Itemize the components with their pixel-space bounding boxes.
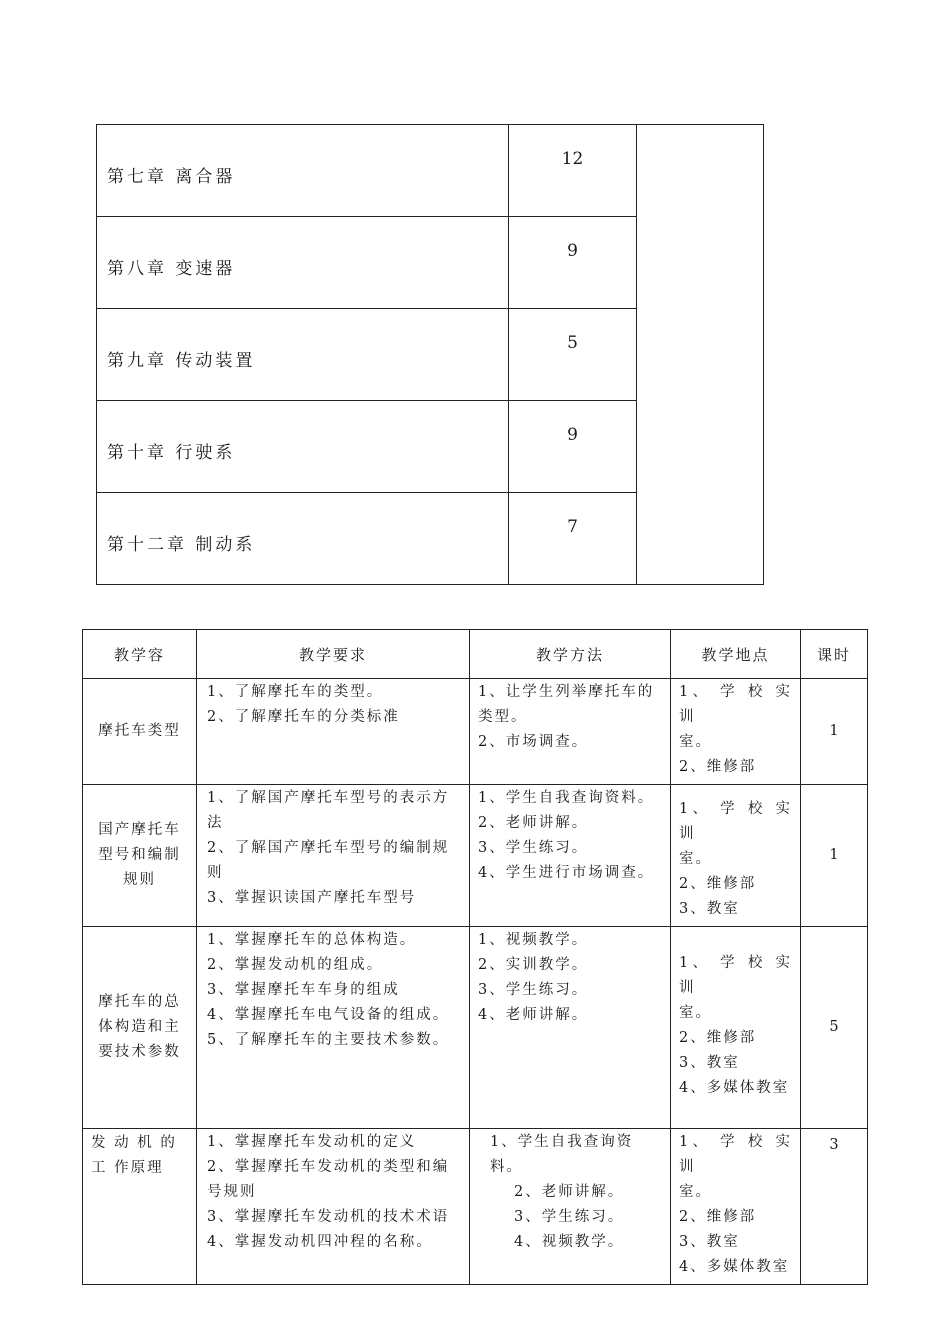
list-item: 则: [207, 865, 224, 881]
list-item: 1、 学 校 实 训: [679, 955, 792, 996]
places-cell: [671, 1129, 801, 1285]
list-item: 4、多媒体教室: [679, 1259, 790, 1275]
list-item: 室。: [679, 1005, 712, 1021]
requirements-cell: [197, 1129, 470, 1285]
list-item: 法: [207, 815, 224, 831]
list-item: 3、掌握摩托车发动机的技术术语: [207, 1209, 450, 1225]
list-item: 5、了解摩托车的主要技术参数。: [207, 1032, 450, 1048]
content-cell: 国产摩托车型号和编制规则: [83, 785, 197, 927]
list-item: 1、了解摩托车的类型。: [207, 684, 384, 700]
list-item: 1、掌握摩托车的总体构造。: [207, 932, 417, 948]
places-cell: [671, 679, 801, 785]
list-item: 3、教室: [679, 1234, 740, 1250]
table-row: [83, 785, 868, 927]
blank-cell: [637, 125, 764, 585]
list-item: 1、了解国产摩托车型号的表示方: [207, 790, 450, 806]
list-item: 4、学生进行市场调查。: [478, 865, 655, 881]
chapter-name: 第九章 传动装置: [97, 309, 509, 401]
places-cell: [671, 927, 801, 1129]
header-requirements: 教学要求: [197, 630, 470, 679]
chapter-hours: 5: [509, 309, 637, 401]
methods-cell: [470, 679, 671, 785]
list-item: 2、掌握摩托车发动机的类型和编: [207, 1159, 450, 1175]
list-item: 4、视频教学。: [514, 1234, 625, 1250]
list-item: 1、学生自我查询资料。: [490, 1134, 634, 1175]
list-item: 号规则: [207, 1184, 257, 1200]
list-item: 3、掌握识读国产摩托车型号: [207, 890, 417, 906]
methods-cell: [470, 785, 671, 927]
list-item: 类型。: [478, 709, 528, 725]
chapter-name: 第十二章 制动系: [97, 493, 509, 585]
chapter-hours: 12: [509, 125, 637, 217]
list-item: 1、让学生列举摩托车的: [478, 684, 655, 700]
chapter-name: 第十章 行驶系: [97, 401, 509, 493]
list-item: 2、掌握发动机的组成。: [207, 957, 384, 973]
table-header-row: [83, 630, 868, 679]
content-cell: 发 动 机 的 工 作原理: [83, 1129, 197, 1285]
hours-cell: 1: [801, 785, 868, 927]
requirements-cell: [197, 679, 470, 785]
list-item: 3、学生练习。: [514, 1209, 625, 1225]
list-item: 3、学生练习。: [478, 982, 589, 998]
list-item: 1、 学 校 实 训: [679, 684, 792, 725]
table-row: [97, 125, 764, 217]
list-item: 1、学生自我查询资料。: [478, 790, 655, 806]
list-item: 2、老师讲解。: [514, 1184, 625, 1200]
list-item: 3、教室: [679, 901, 740, 917]
methods-cell: [470, 1129, 671, 1285]
hours-cell: 3: [801, 1129, 868, 1285]
requirements-cell: [197, 927, 470, 1129]
list-item: 2、了解摩托车的分类标准: [207, 709, 400, 725]
list-item: 2、维修部: [679, 1209, 757, 1225]
chapter-name: 第八章 变速器: [97, 217, 509, 309]
chapter-hours-table: [96, 124, 764, 585]
list-item: 2、市场调查。: [478, 734, 589, 750]
list-item: 2、实训教学。: [478, 957, 589, 973]
list-item: 4、老师讲解。: [478, 1007, 589, 1023]
places-cell: [671, 785, 801, 927]
chapter-hours: 9: [509, 401, 637, 493]
list-item: 1、视频教学。: [478, 932, 589, 948]
list-item: 2、老师讲解。: [478, 815, 589, 831]
header-methods: 教学方法: [470, 630, 671, 679]
list-item: 2、维修部: [679, 759, 757, 775]
requirements-cell: [197, 785, 470, 927]
methods-cell: [470, 927, 671, 1129]
table-row: [83, 927, 868, 1129]
list-item: 室。: [679, 734, 712, 750]
list-item: 4、掌握摩托车电气设备的组成。: [207, 1007, 450, 1023]
list-item: 2、维修部: [679, 876, 757, 892]
hours-cell: 5: [801, 927, 868, 1129]
hours-cell: 1: [801, 679, 868, 785]
list-item: 3、教室: [679, 1055, 740, 1071]
list-item: 2、了解国产摩托车型号的编制规: [207, 840, 450, 856]
chapter-name: 第七章 离合器: [97, 125, 509, 217]
chapter-hours: 9: [509, 217, 637, 309]
list-item: 1、 学 校 实 训: [679, 801, 792, 842]
content-cell: 摩托车的总体构造和主要技术参数: [83, 927, 197, 1129]
list-item: 4、掌握发动机四冲程的名称。: [207, 1234, 433, 1250]
list-item: 室。: [679, 851, 712, 867]
table-row: [83, 679, 868, 785]
header-hours: 课时: [801, 630, 868, 679]
list-item: 4、多媒体教室: [679, 1080, 790, 1096]
list-item: 1、掌握摩托车发动机的定义: [207, 1134, 417, 1150]
list-item: 2、维修部: [679, 1030, 757, 1046]
content-cell: 摩托车类型: [83, 679, 197, 785]
list-item: 3、掌握摩托车车身的组成: [207, 982, 400, 998]
list-item: 1、 学 校 实 训: [679, 1134, 792, 1175]
teaching-plan-table: [82, 629, 868, 1285]
list-item: 3、学生练习。: [478, 840, 589, 856]
header-content: 教学容: [83, 630, 197, 679]
chapter-hours: 7: [509, 493, 637, 585]
header-places: 教学地点: [671, 630, 801, 679]
table-row: [83, 1129, 868, 1285]
list-item: 室。: [679, 1184, 712, 1200]
